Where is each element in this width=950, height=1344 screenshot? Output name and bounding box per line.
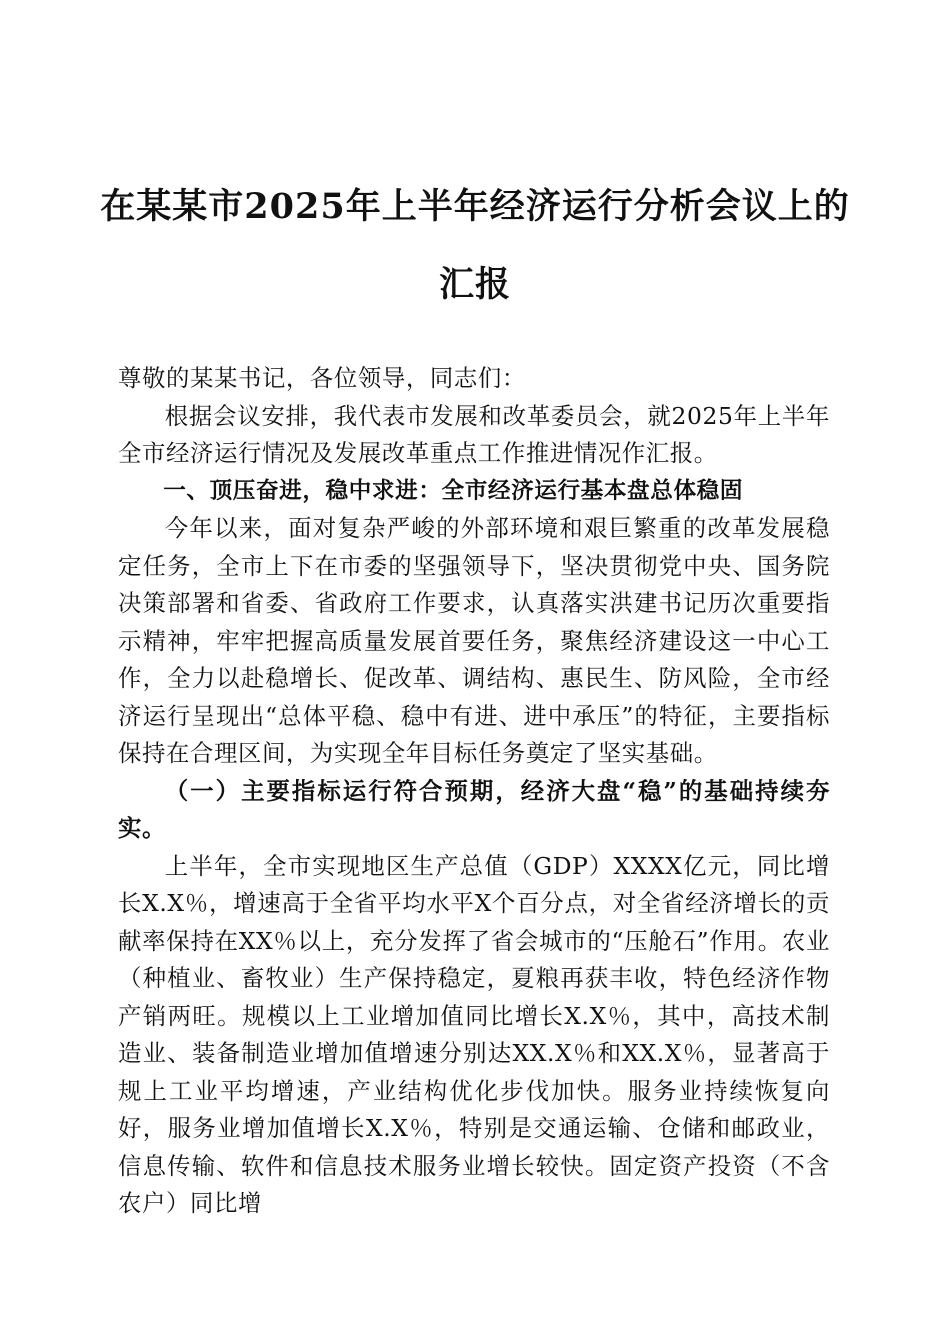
section-heading-1: 一、顶压奋进，稳中求进：全市经济运行基本盘总体稳固 xyxy=(163,477,744,504)
indicators-paragraph: 上半年，全市实现地区生产总值（GDP）XXXX亿元，同比增长X.X％，增速高于全省平均水平X个百分点，对全省经济增长的贡献率保持在XX％以上，充分发挥了省会城市的“压舱石”作用。农业（种植业、畜牧业）生产保持稳定，夏粮再获丰收，特色经济作物产销两旺。规模以上工业增加值同比增长X.X％，其中，高技术制造业、装备制造业增加值增速分别达XX.X％和XX.X％，显著高于规上工业平均增速，产业结构优化步伐加快。服务业持续恢复向好，服务业增加值增长X.X％，特别是交通运输、仓储和邮政业，信息传输、软件和信息技术服务业增长较快。固定资产投资（不含农户）同比增 xyxy=(118,851,830,1217)
subsection-heading-1: （一）主要指标运行符合预期，经济大盘“稳”的基础持续夯实。 xyxy=(118,776,830,842)
salutation: 尊敬的某某书记，各位领导，同志们： xyxy=(118,364,526,392)
document-title: 在某某市2025年上半年经济运行分析会议上的汇报 xyxy=(100,186,850,305)
intro-paragraph: 根据会议安排，我代表市发展和改革委员会，就2025年上半年全市经济运行情况及发展改革重点工作推进情况作汇报。 xyxy=(118,401,830,467)
document-body xyxy=(118,360,830,1223)
overview-paragraph: 今年以来，面对复杂严峻的外部环境和艰巨繁重的改革发展稳定任务，全市上下在市委的坚强领导下，坚决贯彻党中央、国务院决策部署和省委、省政府工作要求，认真落实洪建书记历次重要指示精神，牢牢把握高质量发展首要任务，聚焦经济建设这一中心工作，全力以赴稳增长、促改革、调结构、惠民生、防风险，全市经济运行呈现出“总体平稳、稳中有进、进中承压”的特征，主要指标保持在合理区间，为实现全年目标任务奠定了坚实基础。 xyxy=(118,514,830,767)
